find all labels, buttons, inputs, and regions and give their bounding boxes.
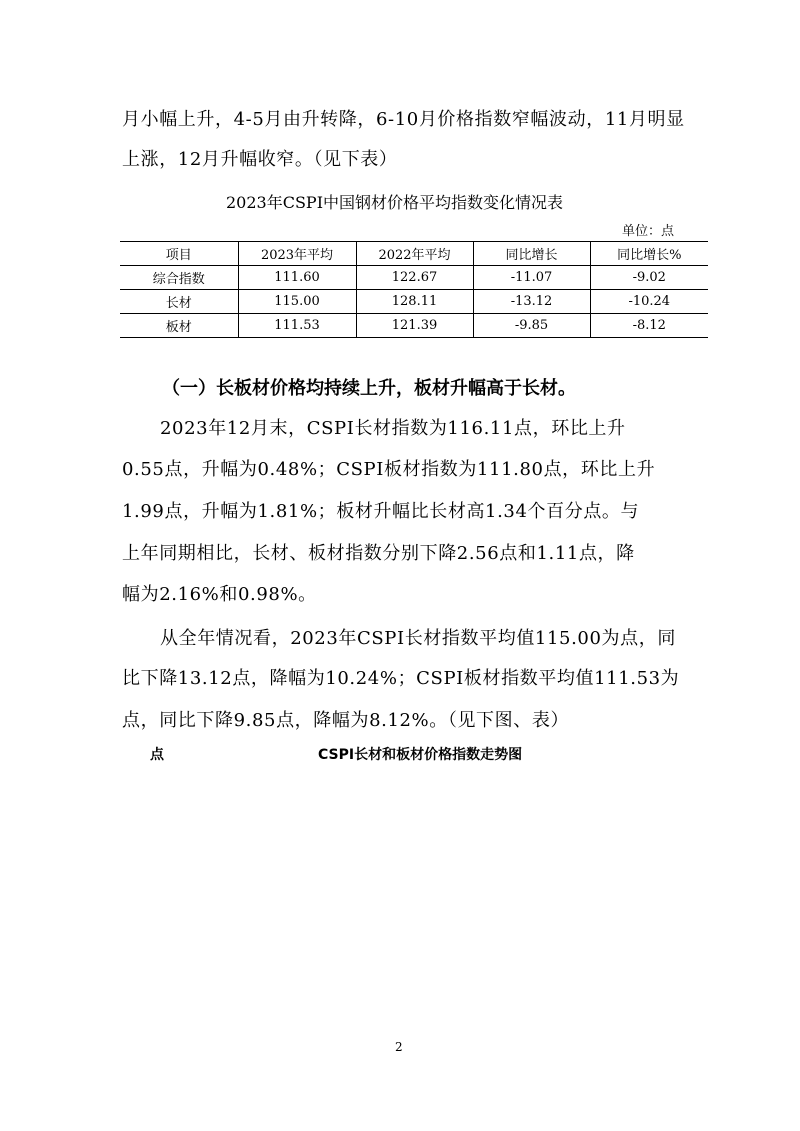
paragraph-line: 1.99点，升幅为1.81%；板材升幅比长材高1.34个百分点。与 (122, 501, 640, 522)
table-title: 2023年CSPI中国钢材价格平均指数变化情况表 (226, 193, 564, 212)
table-cell: 长材 (120, 290, 238, 314)
intro-line-2: 上涨，12月升幅收窄。（见下表） (122, 149, 398, 170)
table-cell: 111.53 (238, 314, 356, 338)
paragraph-line: 幅为2.16%和0.98%。 (122, 584, 317, 605)
table-cell: 板材 (120, 314, 238, 338)
table-cell: -9.02 (590, 266, 708, 290)
table-header-cell: 2023年平均 (238, 242, 356, 266)
table-cell: -11.07 (473, 266, 590, 290)
table-row (120, 314, 708, 338)
table-header-cell: 2022年平均 (356, 242, 473, 266)
table-header-cell: 同比增长 (473, 242, 590, 266)
paragraph-line: 上年同期相比，长材、板材指数分别下降2.56点和1.11点，降 (122, 543, 635, 564)
paragraph-line: 0.55点，升幅为0.48%；CSPI板材指数为111.80点，环比上升 (122, 459, 656, 480)
paragraph-line: 2023年12月末，CSPI长材指数为116.11点，环比上升 (160, 418, 626, 439)
table-cell: -9.85 (473, 314, 590, 338)
table-header-cell: 同比增长% (590, 242, 708, 266)
chart-title: CSPI长材和板材价格指数走势图 (318, 747, 523, 763)
table-cell: -10.24 (590, 290, 708, 314)
chart-unit-label: 点 (150, 747, 164, 763)
table-unit: 单位：点 (622, 224, 675, 239)
page-number: 2 (395, 1040, 403, 1054)
table-cell: -13.12 (473, 290, 590, 314)
paragraph-line: 点，同比下降9.85点，降幅为8.12%。（见下图、表） (122, 710, 570, 731)
table-cell: 111.60 (238, 266, 356, 290)
table-cell: 122.67 (356, 266, 473, 290)
section-heading: （一）长板材价格均持续上升，板材升幅高于长材。 (162, 378, 576, 399)
intro-line-1: 月小幅上升，4-5月由升转降，6-10月价格指数窄幅波动，11月明显 (122, 109, 685, 130)
table-cell: 121.39 (356, 314, 473, 338)
table-header-row (120, 242, 708, 266)
table-cell: 115.00 (238, 290, 356, 314)
table-cell: 综合指数 (120, 266, 238, 290)
table-cell: -8.12 (590, 314, 708, 338)
price-index-table (120, 241, 708, 338)
paragraph-line: 比下降13.12点，降幅为10.24%；CSPI板材指数平均值111.53为 (122, 668, 680, 689)
table-row (120, 290, 708, 314)
table-row (120, 266, 708, 290)
table-cell: 128.11 (356, 290, 473, 314)
table-header-cell: 项目 (120, 242, 238, 266)
paragraph-line: 从全年情况看，2023年CSPI长材指数平均值115.00为点，同 (160, 628, 676, 649)
